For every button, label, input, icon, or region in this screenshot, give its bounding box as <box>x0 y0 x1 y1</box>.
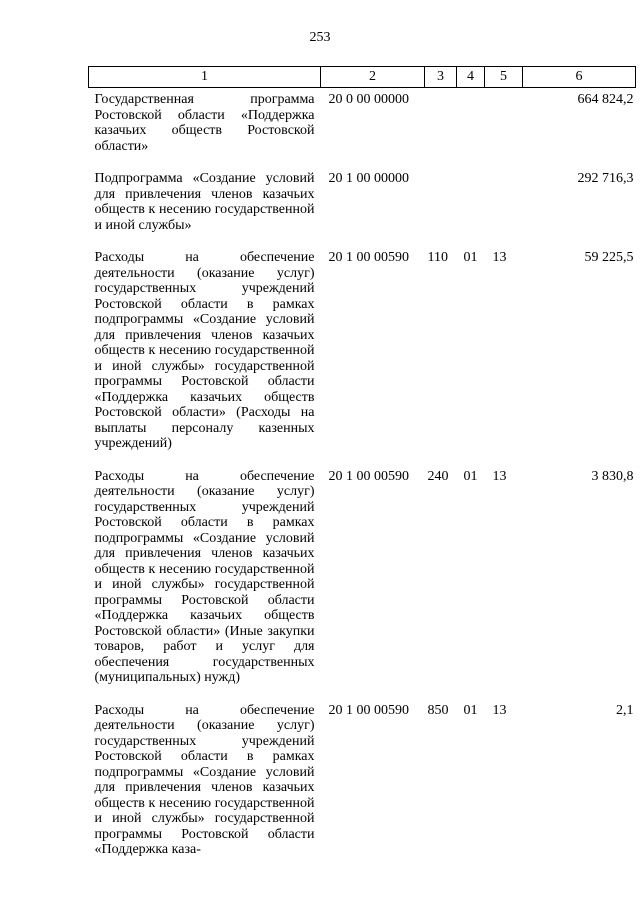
table-row <box>89 166 636 245</box>
row-section <box>457 166 485 245</box>
table-row <box>89 464 636 698</box>
row-subsection: 13 <box>492 702 507 718</box>
row-expense-type <box>425 166 457 245</box>
column-header-2: 2 <box>321 67 425 88</box>
row-section: 01 <box>463 250 478 265</box>
row-section: 01 <box>463 702 478 718</box>
row-expense-type: 240 <box>427 468 449 484</box>
column-header-5: 5 <box>485 67 523 88</box>
row-subsection: 13 <box>492 468 507 484</box>
page-number: 253 <box>309 30 331 45</box>
row-target-code: 20 0 00 00000 <box>328 92 409 107</box>
row-expense-type: 110 <box>427 250 448 265</box>
row-amount: 2,1 <box>616 702 634 718</box>
table-body <box>89 88 636 870</box>
column-header-6: 6 <box>523 67 636 88</box>
budget-table-container <box>88 66 636 870</box>
row-target-code: 20 1 00 00590 <box>328 468 409 484</box>
row-subsection: 13 <box>492 250 507 265</box>
row-section: 01 <box>463 468 478 484</box>
row-expense-type <box>425 88 457 167</box>
row-name: Подпрограмма «Создание условий для привлечения членов казачьих обществ к несению государственной и иной службы» <box>94 171 315 233</box>
row-target-code: 20 1 00 00000 <box>328 171 409 186</box>
row-name: Расходы на обеспечение деятельности (оказание услуг) государственных учреждений Ростовской области в рамках подпрограммы «Создание условий для привлечения членов казачьих обществ к несению государственной и иной службы» государственной программы Ростовской области «Поддержка казачьих обществ Ростовской области» (Иные закупки товаров, работ и услуг для обеспечения государственных (муниципальных) нужд) <box>94 468 315 685</box>
row-expense-type: 850 <box>427 702 449 718</box>
column-header-3: 3 <box>425 67 457 88</box>
row-amount: 3 830,8 <box>591 468 634 484</box>
table-header <box>89 67 636 88</box>
column-header-1: 1 <box>89 67 321 88</box>
row-section <box>457 88 485 167</box>
row-amount: 292 716,3 <box>577 171 634 186</box>
row-subsection <box>485 88 523 167</box>
table-row <box>89 698 636 870</box>
row-target-code: 20 1 00 00590 <box>328 702 409 718</box>
row-name: Расходы на обеспечение деятельности (оказание услуг) государственных учреждений Ростовской области в рамках подпрограммы «Создание условий для привлечения членов казачьих обществ к несению государственной и иной службы» государственной программы Ростовской области «Поддержка казачьих обществ Ростовской области» (Расходы на выплаты персоналу казенных учреждений) <box>94 250 315 451</box>
table-row <box>89 88 636 167</box>
row-subsection <box>485 166 523 245</box>
row-name: Государственная программа Ростовской области «Поддержка казачьих обществ Ростовской области» <box>94 92 315 154</box>
column-header-4: 4 <box>457 67 485 88</box>
row-amount: 59 225,5 <box>584 250 634 265</box>
table-row <box>89 245 636 464</box>
header-row <box>89 67 636 88</box>
row-amount: 664 824,2 <box>577 92 634 107</box>
row-target-code: 20 1 00 00590 <box>328 250 409 265</box>
row-name: Расходы на обеспечение деятельности (оказание услуг) государственных учреждений Ростовской области в рамках подпрограммы «Создание условий для привлечения членов казачьих обществ к несению государственной и иной службы» государственной программы Ростовской области «Поддержка каза- <box>94 702 315 857</box>
budget-table <box>88 66 636 870</box>
